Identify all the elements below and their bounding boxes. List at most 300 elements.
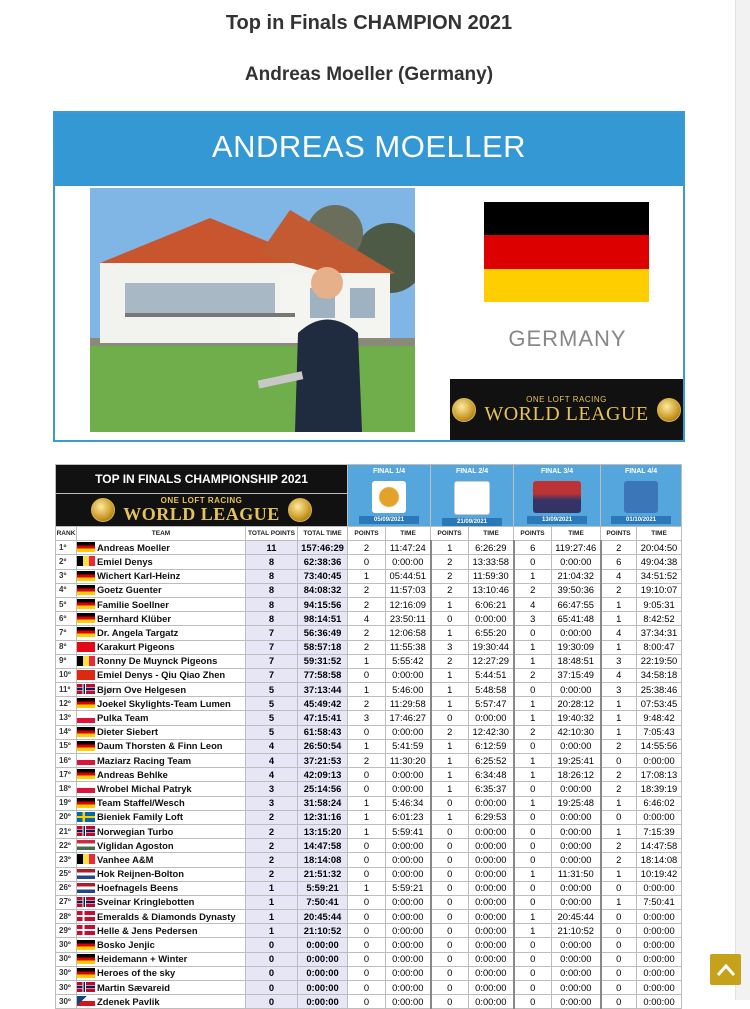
final-points-cell: 0	[514, 881, 552, 895]
scroll-to-top-button[interactable]	[710, 954, 741, 985]
rank-cell: 16º	[56, 754, 77, 768]
final-time-cell: 5:59:21	[386, 881, 431, 895]
scrollbar-track[interactable]	[735, 0, 750, 1000]
final-points-cell: 1	[431, 541, 469, 555]
final-time-cell: 0:00:00	[552, 810, 601, 824]
total-points-cell: 3	[246, 796, 298, 810]
team-cell	[77, 555, 246, 569]
final-label: FINAL 2/4	[455, 468, 489, 475]
final-time-cell: 18:14:08	[637, 853, 682, 867]
team-name: Bieniek Family Loft	[97, 811, 183, 823]
rank-cell: 1º	[56, 541, 77, 555]
final-time-cell: 0:00:00	[637, 881, 682, 895]
logo-big-text: WORLD LEAGUE	[123, 504, 280, 524]
final-time-cell: 0:00:00	[637, 995, 682, 1009]
team-cell	[77, 981, 246, 995]
final-time-cell: 0:00:00	[637, 952, 682, 966]
country-flag-icon	[77, 883, 95, 893]
final-points-cell: 1	[431, 754, 469, 768]
total-time-cell: 59:31:52	[298, 654, 348, 668]
country-flag-icon	[77, 812, 95, 822]
coin-icon	[288, 498, 312, 522]
team-cell	[77, 796, 246, 810]
table-row	[56, 569, 682, 583]
final-time-cell: 17:46:27	[386, 711, 431, 725]
final-time-cell: 13:10:46	[469, 583, 514, 597]
final-time-cell: 0:00:00	[552, 683, 601, 697]
final-date: 13/09/2021	[527, 516, 587, 524]
col-points: POINTS	[431, 527, 469, 541]
final-points-cell: 2	[348, 597, 386, 611]
final-points-cell: 2	[514, 725, 552, 739]
final-time-cell: 0:00:00	[469, 796, 514, 810]
final-points-cell: 2	[601, 739, 637, 753]
final-time-cell: 0:00:00	[469, 881, 514, 895]
total-time-cell: 0:00:00	[298, 995, 348, 1009]
rank-cell: 2º	[56, 555, 77, 569]
final-points-cell: 1	[514, 796, 552, 810]
final-time-cell: 19:25:41	[552, 754, 601, 768]
final-time-cell: 0:00:00	[637, 810, 682, 824]
final-time-cell: 21:10:52	[552, 924, 601, 938]
rank-cell: 12º	[56, 697, 77, 711]
final-points-cell: 0	[431, 853, 469, 867]
rank-cell: 18º	[56, 782, 77, 796]
team-name: Viglidan Agoston	[97, 839, 174, 851]
final-time-cell: 05:44:51	[386, 569, 431, 583]
final-time-cell: 19:25:48	[552, 796, 601, 810]
final-points-cell: 0	[514, 952, 552, 966]
final-points-cell: 0	[348, 924, 386, 938]
chevron-up-icon	[716, 963, 736, 977]
rank-cell: 11º	[56, 683, 77, 697]
total-points-cell: 8	[246, 569, 298, 583]
final-points-cell: 0	[514, 626, 552, 640]
coin-icon	[452, 398, 476, 422]
final-label: FINAL 1/4	[372, 468, 406, 475]
rank-cell: 6º	[56, 612, 77, 626]
rank-cell: 30º	[56, 995, 77, 1009]
team-name: Wrobel Michal Patryk	[97, 782, 192, 794]
final-points-cell: 0	[348, 555, 386, 569]
rank-cell: 25º	[56, 867, 77, 881]
final-time-cell: 0:00:00	[386, 668, 431, 682]
table-row	[56, 668, 682, 682]
rank-cell: 14º	[56, 725, 77, 739]
final-points-cell: 6	[601, 555, 637, 569]
total-time-cell: 42:09:13	[298, 768, 348, 782]
total-time-cell: 0:00:00	[298, 938, 348, 952]
final-time-cell: 9:48:42	[637, 711, 682, 725]
final-time-cell: 66:47:55	[552, 597, 601, 611]
final-points-cell: 0	[514, 853, 552, 867]
total-points-cell: 1	[246, 895, 298, 909]
country-flag-icon	[77, 940, 95, 950]
country-flag-icon	[77, 968, 95, 978]
final-time-cell: 11:30:20	[386, 754, 431, 768]
country-flag-icon	[77, 741, 95, 751]
final-points-cell: 1	[514, 768, 552, 782]
total-time-cell: 0:00:00	[298, 952, 348, 966]
team-cell	[77, 626, 246, 640]
total-points-cell: 7	[246, 626, 298, 640]
total-time-cell: 25:14:56	[298, 782, 348, 796]
final-points-cell: 1	[348, 569, 386, 583]
final-time-cell: 11:59:30	[469, 569, 514, 583]
total-points-cell: 2	[246, 839, 298, 853]
team-name: Maziarz Racing Team	[97, 754, 192, 766]
team-name: Karakurt Pigeons	[97, 641, 175, 653]
country-flag-icon	[77, 556, 95, 566]
final-time-cell: 0:00:00	[386, 725, 431, 739]
final-time-cell: 6:25:52	[469, 754, 514, 768]
team-cell	[77, 910, 246, 924]
final-points-cell: 2	[601, 583, 637, 597]
final-points-cell: 3	[514, 612, 552, 626]
table-row	[56, 839, 682, 853]
final-points-cell: 0	[514, 810, 552, 824]
country-flag-icon	[77, 613, 95, 623]
final-points-cell: 1	[514, 910, 552, 924]
total-time-cell: 12:31:16	[298, 810, 348, 824]
table-row	[56, 583, 682, 597]
table-logo	[56, 494, 348, 527]
final-badge-icon	[454, 481, 490, 515]
total-points-cell: 2	[246, 824, 298, 838]
team-name: Emiel Denys	[97, 555, 153, 567]
country-flag-icon	[77, 571, 95, 581]
total-time-cell: 18:14:08	[298, 853, 348, 867]
country-flag-icon	[77, 869, 95, 879]
final-time-cell: 0:00:00	[469, 711, 514, 725]
final-time-cell: 7:05:43	[637, 725, 682, 739]
final-time-cell: 0:00:00	[637, 754, 682, 768]
final-time-cell: 0:00:00	[386, 782, 431, 796]
total-points-cell: 0	[246, 995, 298, 1009]
team-name: Vanhee A&M	[97, 853, 154, 865]
total-time-cell: 21:10:52	[298, 924, 348, 938]
team-cell	[77, 711, 246, 725]
final-time-cell: 0:00:00	[469, 981, 514, 995]
final-points-cell: 4	[601, 668, 637, 682]
final-points-cell: 1	[431, 782, 469, 796]
final-time-cell: 0:00:00	[386, 924, 431, 938]
final-label: FINAL 4/4	[624, 468, 658, 475]
table-row	[56, 541, 682, 555]
country-flag-icon	[77, 684, 95, 694]
total-time-cell: 37:21:53	[298, 754, 348, 768]
final-time-cell: 6:34:48	[469, 768, 514, 782]
table-title: TOP IN FINALS CHAMPIONSHIP 2021	[56, 465, 348, 494]
final-header	[514, 465, 601, 527]
final-time-cell: 12:42:30	[469, 725, 514, 739]
final-time-cell: 7:50:41	[637, 895, 682, 909]
final-time-cell: 8:42:52	[637, 612, 682, 626]
final-time-cell: 21:04:32	[552, 569, 601, 583]
col-total-time: TOTAL TIME	[298, 527, 348, 541]
final-time-cell: 0:00:00	[386, 555, 431, 569]
final-time-cell: 0:00:00	[552, 938, 601, 952]
final-time-cell: 0:00:00	[386, 938, 431, 952]
table-row	[56, 810, 682, 824]
team-cell	[77, 824, 246, 838]
final-points-cell: 0	[431, 966, 469, 980]
final-time-cell: 0:00:00	[552, 853, 601, 867]
team-name: Norwegian Turbo	[97, 825, 174, 837]
final-points-cell: 0	[601, 881, 637, 895]
final-points-cell: 0	[348, 966, 386, 980]
country-flag-icon	[77, 599, 95, 609]
col-time: TIME	[637, 527, 682, 541]
final-badge-icon	[624, 481, 658, 513]
table-row	[56, 683, 682, 697]
final-time-cell: 11:31:50	[552, 867, 601, 881]
final-points-cell: 3	[431, 640, 469, 654]
table-row	[56, 654, 682, 668]
final-time-cell: 6:46:02	[637, 796, 682, 810]
rank-cell: 21º	[56, 824, 77, 838]
country-flag-icon	[77, 656, 95, 666]
logo-small-text: ONE LOFT RACING	[160, 496, 243, 505]
final-time-cell: 0:00:00	[386, 839, 431, 853]
final-time-cell: 11:29:58	[386, 697, 431, 711]
final-time-cell: 12:27:29	[469, 654, 514, 668]
final-points-cell: 0	[514, 782, 552, 796]
final-time-cell: 0:00:00	[637, 910, 682, 924]
team-name: Heidemann + Winter	[97, 953, 188, 965]
team-name: Joekel Skylights-Team Lumen	[97, 697, 231, 709]
final-time-cell: 5:55:42	[386, 654, 431, 668]
final-time-cell: 0:00:00	[386, 867, 431, 881]
final-time-cell: 5:57:47	[469, 697, 514, 711]
final-points-cell: 1	[348, 810, 386, 824]
team-name: Pulka Team	[97, 712, 149, 724]
final-points-cell: 2	[348, 626, 386, 640]
rank-cell: 29º	[56, 924, 77, 938]
final-time-cell: 9:05:31	[637, 597, 682, 611]
final-time-cell: 65:41:48	[552, 612, 601, 626]
final-time-cell: 0:00:00	[386, 853, 431, 867]
team-cell	[77, 754, 246, 768]
final-points-cell: 0	[601, 995, 637, 1009]
final-points-cell: 1	[601, 640, 637, 654]
final-points-cell: 0	[514, 938, 552, 952]
country-flag-icon	[77, 755, 95, 765]
final-time-cell: 18:39:19	[637, 782, 682, 796]
final-time-cell: 0:00:00	[552, 739, 601, 753]
team-cell	[77, 995, 246, 1009]
final-time-cell: 07:53:45	[637, 697, 682, 711]
team-cell	[77, 739, 246, 753]
champion-photo	[90, 188, 415, 432]
final-points-cell: 1	[431, 683, 469, 697]
country-flag-icon	[77, 713, 95, 723]
rank-cell: 23º	[56, 853, 77, 867]
total-time-cell: 98:14:51	[298, 612, 348, 626]
team-name: Andreas Behlke	[97, 768, 168, 780]
final-points-cell: 1	[348, 654, 386, 668]
total-points-cell: 2	[246, 853, 298, 867]
team-cell	[77, 597, 246, 611]
total-time-cell: 31:58:24	[298, 796, 348, 810]
final-time-cell: 6:12:59	[469, 739, 514, 753]
final-points-cell: 4	[601, 626, 637, 640]
country-flag-icon	[77, 840, 95, 850]
final-points-cell: 0	[431, 612, 469, 626]
final-time-cell: 0:00:00	[637, 924, 682, 938]
final-points-cell: 1	[348, 824, 386, 838]
final-label: FINAL 3/4	[540, 468, 574, 475]
col-rank: RANK	[56, 527, 77, 541]
final-points-cell: 2	[348, 541, 386, 555]
final-time-cell: 0:00:00	[469, 938, 514, 952]
total-points-cell: 5	[246, 683, 298, 697]
final-points-cell: 2	[348, 583, 386, 597]
final-points-cell: 0	[601, 966, 637, 980]
total-points-cell: 1	[246, 910, 298, 924]
final-points-cell: 0	[348, 867, 386, 881]
final-time-cell: 8:00:47	[637, 640, 682, 654]
rank-cell: 4º	[56, 583, 77, 597]
col-time: TIME	[469, 527, 514, 541]
final-time-cell: 42:10:30	[552, 725, 601, 739]
total-points-cell: 2	[246, 867, 298, 881]
total-points-cell: 5	[246, 711, 298, 725]
table-row	[56, 555, 682, 569]
final-time-cell: 22:19:50	[637, 654, 682, 668]
final-points-cell: 0	[514, 739, 552, 753]
rank-cell: 30º	[56, 952, 77, 966]
final-time-cell: 0:00:00	[469, 895, 514, 909]
final-points-cell: 1	[431, 810, 469, 824]
table-row	[56, 853, 682, 867]
final-points-cell: 6	[514, 541, 552, 555]
total-points-cell: 1	[246, 924, 298, 938]
final-time-cell: 14:47:58	[637, 839, 682, 853]
total-time-cell: 37:13:44	[298, 683, 348, 697]
table-row	[56, 995, 682, 1009]
final-points-cell: 1	[431, 626, 469, 640]
final-time-cell: 0:00:00	[386, 981, 431, 995]
page-subtitle: Andreas Moeller (Germany)	[244, 64, 494, 85]
table-row	[56, 924, 682, 938]
rank-cell: 27º	[56, 895, 77, 909]
final-points-cell: 1	[431, 597, 469, 611]
final-points-cell: 1	[601, 895, 637, 909]
total-points-cell: 0	[246, 981, 298, 995]
rank-cell: 10º	[56, 668, 77, 682]
team-name: Emiel Denys - Qiu Qiao Zhen	[97, 669, 226, 681]
final-points-cell: 0	[601, 910, 637, 924]
rank-cell: 15º	[56, 739, 77, 753]
total-points-cell: 4	[246, 754, 298, 768]
team-name: Bosko Jenjic	[97, 939, 155, 951]
final-points-cell: 0	[431, 711, 469, 725]
final-points-cell: 1	[348, 796, 386, 810]
team-cell	[77, 839, 246, 853]
team-cell	[77, 867, 246, 881]
final-points-cell: 0	[348, 938, 386, 952]
team-name: Dieter Siebert	[97, 726, 158, 738]
final-points-cell: 0	[514, 981, 552, 995]
final-time-cell: 19:30:09	[552, 640, 601, 654]
final-time-cell: 0:00:00	[386, 966, 431, 980]
team-cell	[77, 768, 246, 782]
country-flag-icon	[77, 897, 95, 907]
team-cell	[77, 697, 246, 711]
final-time-cell: 49:04:38	[637, 555, 682, 569]
final-time-cell: 0:00:00	[552, 782, 601, 796]
team-cell	[77, 668, 246, 682]
team-name: Wichert Karl-Heinz	[97, 570, 181, 582]
table-row	[56, 895, 682, 909]
team-name: Daum Thorsten & Finn Leon	[97, 740, 223, 752]
country-flag-icon	[77, 542, 95, 552]
final-points-cell: 1	[431, 697, 469, 711]
rank-cell: 3º	[56, 569, 77, 583]
final-time-cell: 0:00:00	[469, 867, 514, 881]
final-time-cell: 6:06:21	[469, 597, 514, 611]
final-points-cell: 1	[601, 697, 637, 711]
final-points-cell: 0	[431, 839, 469, 853]
country-flag-icon	[77, 798, 95, 808]
final-points-cell: 0	[431, 895, 469, 909]
coin-icon	[657, 398, 681, 422]
championship-table	[55, 464, 682, 1009]
rank-cell: 19º	[56, 796, 77, 810]
final-time-cell: 0:00:00	[386, 910, 431, 924]
rank-cell: 17º	[56, 768, 77, 782]
final-points-cell: 4	[348, 612, 386, 626]
final-time-cell: 0:00:00	[469, 952, 514, 966]
final-points-cell: 1	[601, 796, 637, 810]
team-name: Emeralds & Diamonds Dynasty	[97, 910, 236, 922]
col-team: TEAM	[77, 527, 246, 541]
final-date: 05/09/2021	[359, 516, 419, 524]
total-time-cell: 47:15:41	[298, 711, 348, 725]
total-points-cell: 8	[246, 583, 298, 597]
final-time-cell: 13:33:58	[469, 555, 514, 569]
final-time-cell: 10:19:42	[637, 867, 682, 881]
country-flag-icon	[77, 783, 95, 793]
total-time-cell: 0:00:00	[298, 966, 348, 980]
final-points-cell: 2	[431, 583, 469, 597]
final-points-cell: 0	[601, 952, 637, 966]
table-row	[56, 612, 682, 626]
country-flag-icon	[77, 698, 95, 708]
rank-cell: 8º	[56, 640, 77, 654]
final-time-cell: 0:00:00	[552, 824, 601, 838]
team-cell	[77, 640, 246, 654]
final-points-cell: 0	[348, 782, 386, 796]
final-points-cell: 2	[431, 555, 469, 569]
final-time-cell: 0:00:00	[552, 626, 601, 640]
final-badge-icon	[533, 481, 581, 513]
team-name: Zdenek Pavlik	[97, 995, 160, 1007]
final-time-cell: 37:34:31	[637, 626, 682, 640]
final-points-cell: 0	[348, 853, 386, 867]
final-points-cell: 2	[601, 853, 637, 867]
final-points-cell: 0	[348, 910, 386, 924]
final-points-cell: 1	[348, 683, 386, 697]
final-points-cell: 1	[601, 597, 637, 611]
country-flag-icon	[77, 769, 95, 779]
country-label: GERMANY	[508, 326, 627, 351]
total-points-cell: 7	[246, 640, 298, 654]
team-name: Helle & Jens Pedersen	[97, 924, 198, 936]
total-points-cell: 0	[246, 938, 298, 952]
final-points-cell: 1	[514, 640, 552, 654]
